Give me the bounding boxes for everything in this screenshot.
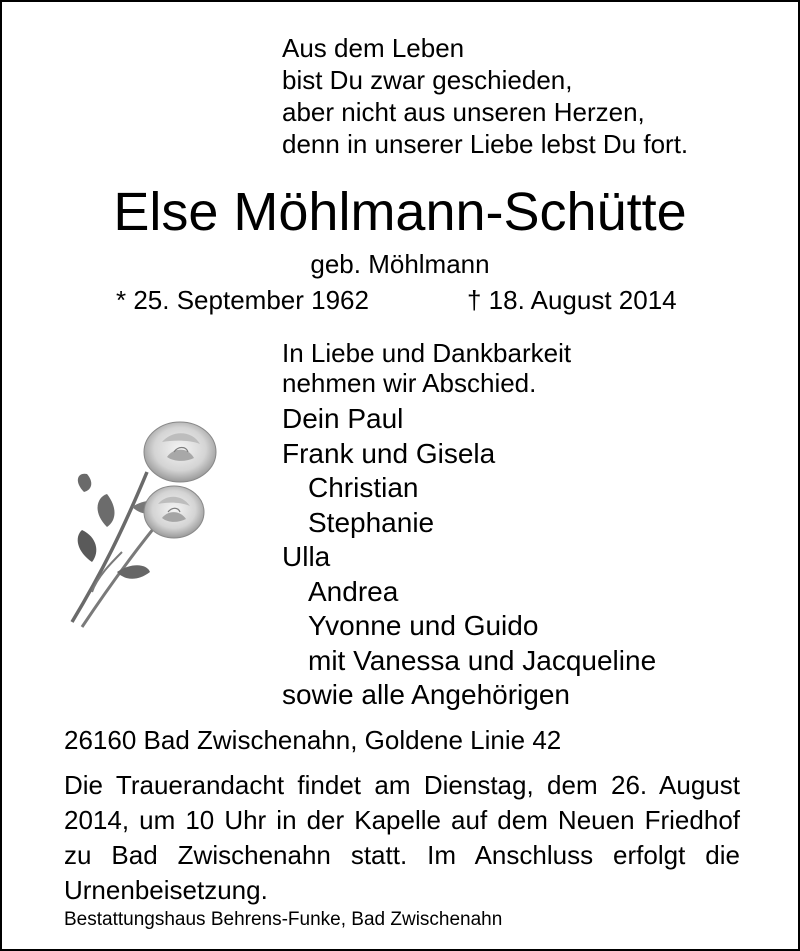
mourner: Dein Paul: [282, 403, 404, 434]
death-date: † 18. August 2014: [467, 285, 677, 315]
mourner: Frank und Gisela: [282, 437, 496, 469]
mourner: Christian: [308, 472, 419, 503]
funeral-home: Bestattungshaus Behrens-Funke, Bad Zwischenahn: [64, 909, 503, 930]
mourner: Andrea: [308, 575, 399, 607]
mourner: Ulla: [282, 541, 331, 572]
mourners-list: [282, 402, 656, 713]
mourner: mit Vanessa und Jacqueline: [308, 644, 657, 676]
poem-line: aber nicht aus unseren Herzen,: [282, 97, 645, 127]
mourner: Yvonne und Guido: [308, 610, 539, 641]
poem-line: denn in unserer Liebe lebst Du fort.: [282, 129, 689, 159]
family-address: 26160 Bad Zwischenahn, Goldene Linie 42: [64, 725, 562, 755]
poem-line: bist Du zwar geschieden,: [282, 65, 573, 95]
deceased-name: Else Möhlmann-Schütte: [113, 182, 687, 242]
birth-name: geb. Möhlmann: [310, 249, 490, 279]
service-announcement: Die Trauerandacht findet am Dienstag, dem 26. August 2014, um 10 Uhr in der Kapelle auf dem Neuen Friedhof zu Bad Zwischenahn statt. Im Anschluss erfolgt die Urnenbeisetzung.: [64, 770, 740, 905]
poem-line: Aus dem Leben: [282, 33, 465, 63]
mourner: sowie alle Angehörigen: [282, 679, 570, 710]
mourner: Stephanie: [308, 506, 435, 538]
intro-line: In Liebe und Dankbarkeit: [282, 338, 572, 368]
intro-line: nehmen wir Abschied.: [282, 368, 537, 398]
farewell-intro: [282, 338, 571, 398]
birth-date: * 25. September 1962: [116, 285, 369, 315]
poem: [282, 32, 688, 160]
roses-icon: [62, 412, 232, 637]
